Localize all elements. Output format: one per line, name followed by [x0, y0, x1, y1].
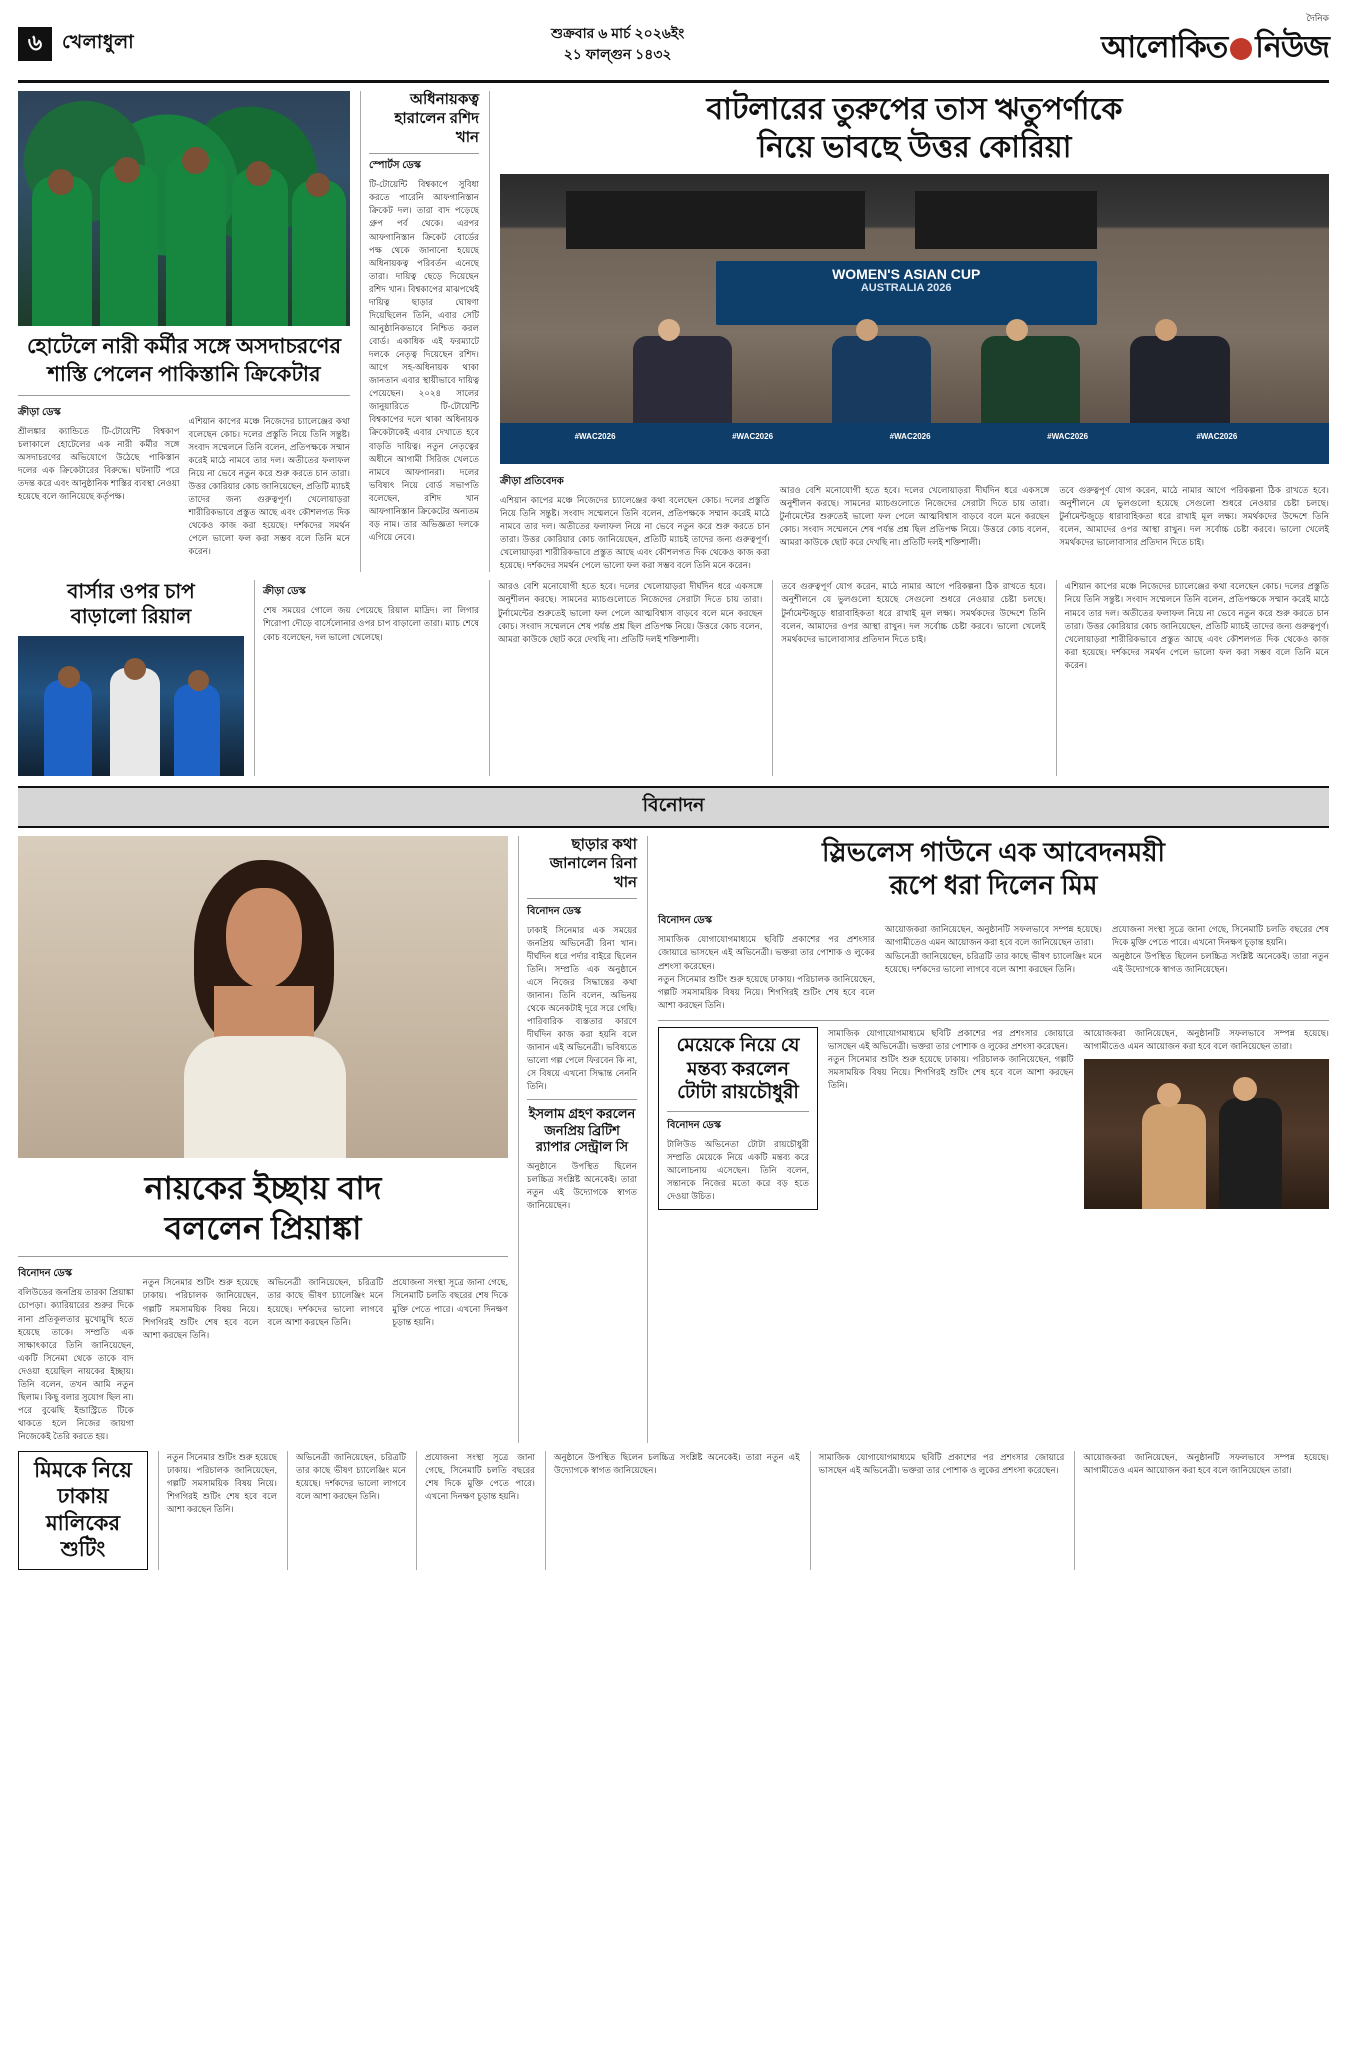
tota-side-body-2: আয়োজকরা জানিয়েছেন, অনুষ্ঠানটি সফলভাবে সম্পন্ন হয়েছে। আগামীতেও এমন আয়োজন করা হবে বলে জানিয়েছেন তারা। [1083, 1027, 1329, 1051]
slim-body-3: প্রযোজনা সংস্থা সূত্রে জানা গেছে, সিনেমাটি চলতি বছরের শেষ দিকে মুক্তি পেতে পারে। এখনো দিনক্ষণ চূড়ান্ত হয়নি। [1112, 924, 1329, 948]
sports-filler-body-3: এশিয়ান কাপের মঞ্চে নিজেদের চ্যালেঞ্জের কথা বলেছেন কোচ। দলের প্রস্তুতি নিয়ে তিনি সন্তুষ্ট। সংবাদ সম্মেলনে তিনি বলেন, প্রতিপক্ষকে সম্মান করেই মাঠে নামবে তার দল। অতীতের ফলাফল নিয়ে না ভেবে নতুন করে শুরু করতে চান তারা। উত্তর কোরিয়ার কোচ জানিয়েছেন, প্রতিটি ম্যাচই তাদের জন্য গুরুত্বপূর্ণ। খেলোয়াড়রা শারীরিকভাবে প্রস্তুত আছে এবং কৌশলগত দিক থেকেও কাজ করা হয়েছে। দর্শকদের সমর্থন পেলে ভালো ফল করা সম্ভব বলে তিনি মনে করেন। [1064, 581, 1329, 670]
hotel-story-columns [18, 401, 350, 559]
hotel-body-col2: এশিয়ান কাপের মঞ্চে নিজেদের চ্যালেঞ্জের কথা বলেছেন কোচ। দলের প্রস্তুতি নিয়ে তিনি সন্তুষ্ট। সংবাদ সম্মেলনে তিনি বলেন, প্রতিপক্ষকে সম্মান করেই মাঠে নামবে তার দল। অতীতের ফলাফল নিয়ে না ভেবে নতুন করে শুরু করতে চান তারা। উত্তর কোরিয়ার কোচ জানিয়েছেন, প্রতিটি ম্যাচই তাদের জন্য গুরুত্বপূর্ণ। খেলোয়াড়রা শারীরিকভাবে প্রস্তুত আছে এবং কৌশলগত দিক থেকেও কাজ করা হয়েছে। দর্শকদের সমর্থন পেলে ভালো ফল করা সম্ভব বলে তিনি মনে করেন। [188, 415, 350, 557]
hotel-byline: ক্রীড়া ডেস্ক [18, 406, 61, 418]
logo-left-text: আলোকিত [1101, 31, 1228, 64]
sports-filler-col-2 [772, 580, 1045, 776]
entertainment-section-band: বিনোদন [18, 786, 1329, 828]
priyanka-body-4: প্রযোজনা সংস্থা সূত্রে জানা গেছে, সিনেমাটি চলতি বছরের শেষ দিকে মুক্তি পেতে পারে। এখনো দিনক্ষণ চূড়ান্ত হয়নি। [392, 1277, 508, 1327]
press-board-subtitle: AUSTRALIA 2026 [860, 282, 952, 295]
mim-slim-story [647, 836, 1329, 1443]
barca-story [18, 580, 244, 776]
slim-body-3b: অনুষ্ঠানে উপস্থিত ছিলেন চলচ্চিত্র সংশ্লিষ্ট অনেকেই। তারা নতুন এই উদ্যোগকে স্বাগত জানিয়েছেন। [1112, 950, 1329, 974]
slim-body-1: সামাজিক যোগাযোগমাধ্যমে ছবিটি প্রকাশের পর প্রশংসার জোয়ারে ভাসছেন এই অভিনেত্রী। ভক্তরা তার পোশাক ও লুকের প্রশংসা করেছেন। [658, 934, 875, 971]
sports-left-column [18, 91, 350, 572]
slim-body-2: আয়োজকরা জানিয়েছেন, অনুষ্ঠানটি সফলভাবে সম্পন্ন হয়েছে। আগামীতেও এমন আয়োজন করা হবে বলে জানিয়েছেন তারা। [885, 924, 1102, 948]
bottom-body-4: অনুষ্ঠানে উপস্থিত ছিলেন চলচ্চিত্র সংশ্লিষ্ট অনেকেই। তারা নতুন এই উদ্যোগকে স্বাগত জানিয়েছেন। [554, 1452, 800, 1476]
mim-shoot-line3: মালিকের [45, 1511, 121, 1535]
sports-lower-row [18, 580, 1329, 776]
bottom-body-6: আয়োজকরা জানিয়েছেন, অনুষ্ঠানটি সফলভাবে সম্পন্ন হয়েছে। আগামীতেও এমন আয়োজন করা হবে বলে জানিয়েছেন তারা। [1083, 1452, 1330, 1476]
hotel-headline-line1: হোটেলে নারী কর্মীর সঙ্গে অসদাচরণের [26, 335, 342, 358]
tota-headline-line1: মেয়েকে নিয়ে যে [676, 1034, 800, 1056]
tota-block [658, 1027, 1329, 1211]
masthead-left [18, 27, 134, 61]
bottom-col-3 [416, 1451, 535, 1570]
logo-kicker: দৈনিক [1306, 13, 1329, 23]
priyanka-block [18, 836, 508, 1443]
slim-body-1b: নতুন সিনেমার শুটিং শুরু হয়েছে ঢাকায়। পরিচালক জানিয়েছেন, গল্পটি সমসাময়িক বিষয় নিয়ে। শিগগিরই শুটিং শেষ হবে বলে আশা করছেন তিনি। [658, 973, 875, 1010]
priyanka-headline-line2: বললেন প্রিয়াঙ্কা [164, 1210, 362, 1247]
press-tag-5: #WAC2026 [1196, 432, 1238, 442]
logo-right-text: নিউজ [1255, 31, 1329, 64]
lead-body-col3: তবে গুরুত্বপূর্ণ যোগ করেন, মাঠে নামার আগে পরিকল্পনা ঠিক রাখতে হবে। অনুশীলনে যে ভুলগুলো হয়েছে সেগুলো শুধরে নেওয়ার চেষ্টা চলছে। টুর্নামেন্টজুড়ে ধারাবাহিকতা ধরে রাখাই মূল লক্ষ্য। সমর্থকদের উদ্দেশে তিনি বলেন, আমাদের ওপর আস্থা রাখুন। দল সর্বোচ্চ চেষ্টা করবে। ভালো খেলেই সমর্থকদের ভালোবাসার প্রতিদান দিতে চাই। [1059, 485, 1330, 548]
lead-story-columns [500, 470, 1329, 572]
rashid-body: টি-টোয়েন্টি বিশ্বকাপে সুবিধা করতে পারেনি আফগানিস্তান ক্রিকেট দল। তারা বাদ পড়েছে গ্রুপ পর্ব থেকে। এরপর আফগানিস্তান ক্রিকেট বোর্ডের পক্ষ থেকে জানানো হয়েছে অধিনায়কত্ব পরিবর্তন এনেছে তারা। দায়িত্ব ছেড়ে দিয়েছেন রশিদ খান। বিশ্বকাপের মাঝপথেই দায়িত্ব ছাড়ার ঘোষণা দিয়েছিলেন তিনি, এবার সেটি আনুষ্ঠানিকভাবে নিশ্চিত করল বোর্ড। একাধিক এই ফরম্যাটে দলকে নেতৃত্ব দিয়েছেন রশিদ। আগে সহ-অধিনায়ক থাকা জানতান এবার স্থায়ীভাবে দায়িত্ব পেয়েছেন। ২০২৪ সালের জানুয়ারিতে টি-টোয়েন্টি বিশ্বকাপের দলে থাকা অধিনায়ক ক্রিকেটাকেই এবার দেখাতে হবে বাড়তি দায়িত্ব। নতুন নেতৃত্বের অধীনে আগামী সিরিজ খেলতে নামবে আফগানরা। দলের ভবিষ্যৎ নিয়ে বোর্ড সভাপতি বলেছেন, রশিদ খান আফগানিস্তান ক্রিকেটের অন্যতম বড় নাম। তার অভিজ্ঞতা দলকে এগিয়ে নেবে। [369, 179, 479, 542]
page-number: ৬ [18, 27, 52, 61]
slim-headline-line2: রূপে ধরা দিলেন মিম [889, 869, 1098, 900]
masthead [18, 14, 1329, 83]
priyanka-headline-line1: নায়কের ইচ্ছায় বাদ [144, 1170, 382, 1207]
bottom-col-1 [158, 1451, 277, 1570]
bottom-col-6 [1074, 1451, 1329, 1570]
priyanka-body-2: নতুন সিনেমার শুটিং শুরু হয়েছে ঢাকায়। পরিচালক জানিয়েছেন, গল্পটি সমসাময়িক বিষয় নিয়ে। শিগগিরই শুটিং শেষ হবে বলে আশা করছেন তিনি। [142, 1277, 259, 1340]
football-photo [18, 636, 244, 776]
tota-byline: বিনোদন ডেস্ক [667, 1120, 721, 1131]
lead-body-col1: এশিয়ান কাপের মঞ্চে নিজেদের চ্যালেঞ্জের কথা বলেছেন কোচ। দলের প্রস্তুতি নিয়ে তিনি সন্তুষ্ট। সংবাদ সম্মেলনে তিনি বলেন, প্রতিপক্ষকে সম্মান করেই মাঠে নামবে তার দল। অতীতের ফলাফল নিয়ে না ভেবে নতুন করে শুরু করতে চান তারা। উত্তর কোরিয়ার কোচ জানিয়েছেন, প্রতিটি ম্যাচই তাদের জন্য গুরুত্বপূর্ণ। খেলোয়াড়রা শারীরিকভাবে প্রস্তুত আছে এবং কৌশলগত দিক থেকেও কাজ করা হয়েছে। দর্শকদের সমর্থন পেলে ভালো ফল করা সম্ভব বলে তিনি মনে করেন। [500, 495, 770, 571]
rina-body: ঢাকাই সিনেমার এক সময়ের জনপ্রিয় অভিনেত্রী রিনা খান। দীর্ঘদিন ধরে পর্দার বাইরে ছিলেন তিনি। সম্প্রতি এক অনুষ্ঠানে এসে নিজের সিদ্ধান্তের কথা জানান। তিনি বলেন, অভিনয় থেকে অনেকটাই দূরে সরে গেছি। পারিবারিক ব্যস্ততার কারণে দীর্ঘদিন কাজ করা হয়নি বলে জানান এই অভিনেত্রী। ভবিষ্যতে ভালো গল্প পেলে ফিরবেন কি না, সে বিষয়ে এখনো সিদ্ধান্ত নেননি তিনি। [527, 924, 637, 1092]
lead-body-col2: আরও বেশি মনোযোগী হতে হবে। দলের খেলোয়াড়রা দীর্ঘদিন ধরে একসঙ্গে অনুশীলন করছে। সামনের ম্যাচগুলোতে নিজেদের সেরাটা দিতে চায় তারা। টুর্নামেন্টের শুরুতেই ভালো ফল পেলে আত্মবিশ্বাস বাড়বে বলে মনে করছেন কোচ। সংবাদ সম্মেলনে শেষ পর্যন্ত প্রশ্ন ছিল প্রতিপক্ষ নিয়ে। উত্তরে কোচ বলেন, আমরা কাউকে ছোট করে দেখছি না। প্রতিটি দলই শক্তিশালী। [779, 485, 1050, 548]
islam-body: অনুষ্ঠানে উপস্থিত ছিলেন চলচ্চিত্র সংশ্লিষ্ট অনেকেই। তারা নতুন এই উদ্যোগকে স্বাগত জানিয়েছেন। [527, 1161, 637, 1211]
publication-date [551, 23, 684, 65]
barca-body: শেষ সময়ের গোলে জয় পেয়েছে রিয়াল মাদ্রিদ। লা লিগার শিরোপা দৌড়ে বার্সেলোনার ওপর চাপ বাড়ালো তারা। ম্যাচ শেষে কোচ বলেছেন, দল ভালো খেলেছে। [263, 605, 479, 642]
lead-story [489, 91, 1329, 572]
press-tag-2: #WAC2026 [732, 432, 774, 442]
mim-shoot-line2: ঢাকায় [57, 1485, 109, 1509]
rashid-headline: অধিনায়কত্ব হারালেন রশিদ খান [394, 91, 479, 146]
tota-body: টালিউড অভিনেতা টোটা রায়চৌধুরী সম্প্রতি মেয়েকে নিয়ে একটি মন্তব্য করে আলোচনায় এসেছেন। তিনি বলেন, সন্তানকে নিজের মতো করে বড় হতে দেওয়া উচিত। [667, 1139, 809, 1202]
bottom-col-5 [810, 1451, 1065, 1570]
press-tag-3: #WAC2026 [889, 432, 931, 442]
sports-filler-col-1 [489, 580, 762, 776]
priyanka-byline: বিনোদন ডেস্ক [18, 1268, 72, 1280]
slim-headline-line1: স্লিভলেস গাউনে এক আবেদনময়ী [821, 837, 1165, 868]
islam-headline-line1: ইসলাম গ্রহণ করলেন [528, 1106, 636, 1122]
press-tag-4: #WAC2026 [1047, 432, 1089, 442]
sports-filler-body-1: আরও বেশি মনোযোগী হতে হবে। দলের খেলোয়াড়রা দীর্ঘদিন ধরে একসঙ্গে অনুশীলন করছে। সামনের ম্যাচগুলোতে নিজেদের সেরাটা দিতে চায় তারা। টুর্নামেন্টের শুরুতেই ভালো ফল পেলে আত্মবিশ্বাস বাড়বে বলে মনে করছেন কোচ। সংবাদ সম্মেলনে শেষ পর্যন্ত প্রশ্ন ছিল প্রতিপক্ষ নিয়ে। উত্তরে কোচ বলেন, আমরা কাউকে ছোট করে দেখছি না। প্রতিটি দলই শক্তিশালী। [498, 581, 763, 644]
entertainment-top [18, 836, 1329, 1443]
bottom-col-2 [287, 1451, 406, 1570]
tota-headline-line3: টোটা রায়চৌধুরী [677, 1082, 799, 1104]
bottom-body-1: নতুন সিনেমার শুটিং শুরু হয়েছে ঢাকায়। পরিচালক জানিয়েছেন, গল্পটি সমসাময়িক বিষয় নিয়ে। শিগগিরই শুটিং শেষ হবে বলে আশা করছেন তিনি। [167, 1452, 277, 1515]
hotel-body-col1: শ্রীলঙ্কার ক্যান্ডিতে টি-টোয়েন্টি বিশ্বকাপ চলাকালে হোটেলের এক নারী কর্মীর সঙ্গে অসদাচরণের অভিযোগে উঠেছে পাকিস্তান দলের এক ক্রিকেটারের বিরুদ্ধে। ঘটনাটি পরে তদন্ত করে এবং আনুষ্ঠানিক শাস্তির ব্যবস্থা নেওয়া হয়েছে বলে জানিয়েছে কর্তৃপক্ষ। [18, 425, 180, 501]
rashid-column [360, 91, 479, 572]
press-board-title: WOMEN'S ASIAN CUP [832, 266, 981, 282]
sports-filler-body-2: তবে গুরুত্বপূর্ণ যোগ করেন, মাঠে নামার আগে পরিকল্পনা ঠিক রাখতে হবে। অনুশীলনে যে ভুলগুলো হয়েছে সেগুলো শুধরে নেওয়ার চেষ্টা চলছে। টুর্নামেন্টজুড়ে ধারাবাহিকতা ধরে রাখাই মূল লক্ষ্য। সমর্থকদের উদ্দেশে তিনি বলেন, আমাদের ওপর আস্থা রাখুন। দল সর্বোচ্চ চেষ্টা করবে। ভালো খেলেই সমর্থকদের ভালোবাসার প্রতিদান দিতে চাই। [781, 581, 1046, 644]
tota-side-body-1b: নতুন সিনেমার শুটিং শুরু হয়েছে ঢাকায়। পরিচালক জানিয়েছেন, গল্পটি সমসাময়িক বিষয় নিয়ে। শিগগিরই শুটিং শেষ হবে বলে আশা করছেন তিনি। [828, 1053, 1074, 1090]
sports-top [18, 91, 1329, 572]
tota-headline-line2: মন্তব্য করলেন [687, 1058, 789, 1080]
mim-shoot-line4: শুটিং [60, 1537, 106, 1561]
hotel-headline-line2: শাস্তি পেলেন পাকিস্তানি ক্রিকেটার [47, 363, 321, 387]
sports-filler-col-3 [1056, 580, 1329, 776]
mim-shoot-box [18, 1451, 148, 1570]
lead-byline: ক্রীড়া প্রতিবেদক [500, 476, 564, 487]
lead-headline-line1: বাটলারের তুরুপের তাস ঋতুপর্ণাকে [706, 93, 1123, 126]
press-conference-photo [500, 174, 1329, 464]
priyanka-body-3: অভিনেত্রী জানিয়েছেন, চরিত্রটি তার কাছে ভীষণ চ্যালেঞ্জিং মনে হয়েছে। দর্শকদের ভালো লাগবে বলে আশা করছেন তিনি। [267, 1277, 384, 1327]
islam-headline-line2: জনপ্রিয় ব্রিটিশ র‍্যাপার সেন্ট্রাল সি [535, 1122, 629, 1154]
slim-columns [658, 909, 1329, 1011]
bottom-body-5: সামাজিক যোগাযোগমাধ্যমে ছবিটি প্রকাশের পর প্রশংসার জোয়ারে ভাসছেন এই অভিনেত্রী। ভক্তরা তার পোশাক ও লুকের প্রশংসা করেছেন। [818, 1452, 1065, 1476]
slim-byline: বিনোদন ডেস্ক [658, 915, 712, 927]
slim-body-2b: অভিনেত্রী জানিয়েছেন, চরিত্রটি তার কাছে ভীষণ চ্যালেঞ্জিং মনে হয়েছে। দর্শকদের ভালো লাগবে বলে আশা করছেন তিনি। [885, 950, 1102, 974]
date-line-2: ২১ ফাল্গুন ১৪৩২ [563, 46, 672, 62]
priyanka-columns [18, 1262, 508, 1443]
couple-photo [1084, 1059, 1330, 1209]
mim-shoot-line1: মিমকে নিয়ে [34, 1459, 132, 1483]
barca-headline-line2: বাড়ালো রিয়াল [70, 606, 192, 629]
rina-byline: বিনোদন ডেস্ক [527, 905, 581, 917]
rina-column [518, 836, 637, 1443]
rashid-byline: স্পোর্টস ডেস্ক [369, 160, 421, 172]
barca-headline-line1: বার্সার ওপর চাপ [67, 581, 195, 604]
entertainment-bottom [18, 1451, 1329, 1570]
tota-side-body-1: সামাজিক যোগাযোগমাধ্যমে ছবিটি প্রকাশের পর প্রশংসার জোয়ারে ভাসছেন এই অভিনেত্রী। ভক্তরা তার পোশাক ও লুকের প্রশংসা করেছেন। [828, 1027, 1074, 1051]
barca-byline: ক্রীড়া ডেস্ক [263, 586, 306, 598]
bottom-col-4 [545, 1451, 800, 1570]
bottom-body-3: প্রযোজনা সংস্থা সূত্রে জানা গেছে, সিনেমাটি চলতি বছরের শেষ দিকে মুক্তি পেতে পারে। এখনো দিনক্ষণ চূড়ান্ত হয়নি। [425, 1452, 535, 1502]
press-tag-1: #WAC2026 [574, 432, 616, 442]
lead-headline-line2: নিয়ে ভাবছে উত্তর কোরিয়া [757, 130, 1072, 164]
cricket-team-photo [18, 91, 350, 326]
bottom-body-2: অভিনেত্রী জানিয়েছেন, চরিত্রটি তার কাছে ভীষণ চ্যালেঞ্জিং মনে হয়েছে। দর্শকদের ভালো লাগবে বলে আশা করছেন তিনি। [296, 1452, 406, 1502]
date-line-1: শুক্রবার ৬ মার্চ ২০২৬ইং [551, 25, 685, 41]
actress-portrait-photo [18, 836, 508, 1158]
priyanka-body-1: বলিউডের জনপ্রিয় তারকা প্রিয়াঙ্কা চোপড়া। ক্যারিয়ারের শুরুর দিকে নানা প্রতিকূলতার মুখোমুখি হতে হয়েছে তাকে। সম্প্রতি এক সাক্ষাৎকারে তিনি জানিয়েছেন, একটি সিনেমা থেকে তাকে বাদ দেওয়া হয়েছিল নায়কের ইচ্ছায়। তিনি বলেন, তখন আমি নতুন ছিলাম। কিছু বলার সুযোগ ছিল না। পরে বুঝেছি ইন্ডাস্ট্রিতে টিকে থাকতে হলে নিজের জায়গা নিজেকেই তৈরি করতে হয়। [18, 1287, 134, 1442]
logo-dot-icon [1230, 38, 1252, 60]
barca-text-column [254, 580, 479, 776]
section-title: খেলাধুলা [62, 32, 135, 53]
tota-headline-box [658, 1027, 818, 1211]
rina-headline: ছাড়ার কথা জানালেন রিনা খান [549, 836, 637, 891]
newspaper-logo [1101, 14, 1329, 74]
